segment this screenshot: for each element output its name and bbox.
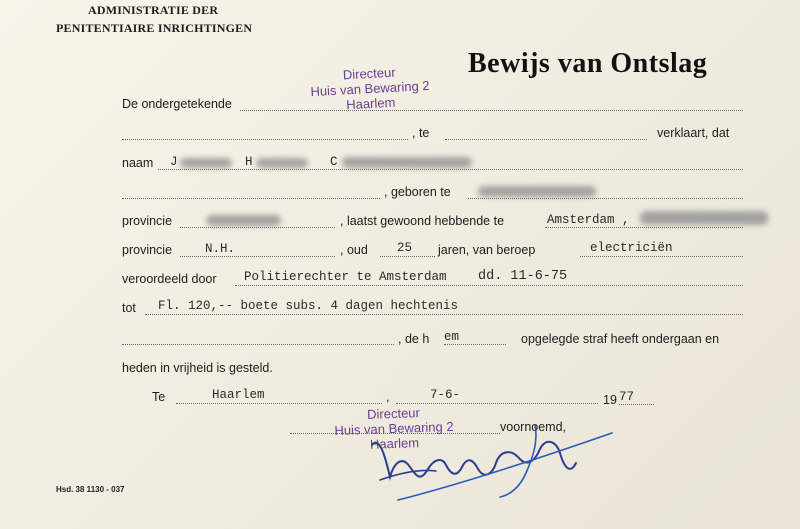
label-heden: heden in vrijheid is gesteld.: [122, 361, 273, 375]
redaction-address: [640, 211, 768, 225]
label-naam: naam: [122, 156, 154, 170]
value-laatst-gewoond: Amsterdam ,: [547, 213, 630, 227]
redaction-naam-3: [342, 157, 472, 168]
director-stamp-top: [289, 62, 451, 115]
label-year-prefix: 19: [603, 393, 617, 407]
value-place: Haarlem: [212, 388, 265, 402]
field-line-place: [176, 403, 382, 404]
redaction-naam-2: [256, 158, 308, 168]
document-title: Bewijs van Ontslag: [468, 48, 708, 79]
stamp-bottom-line-3: Haarlem: [369, 435, 420, 452]
handwritten-signature: [350, 405, 630, 515]
form-code: Hsd. 38 1130 - 037: [56, 485, 125, 494]
field-line-oud: [380, 256, 435, 257]
field-line-geboren: [468, 198, 743, 199]
label-opgelegde: opgelegde straf heeft ondergaan en: [521, 332, 720, 346]
field-line-name-start: [122, 139, 408, 140]
stamp-top-line-1: Directeur: [342, 64, 396, 83]
value-year: 77: [619, 390, 635, 404]
value-beroep: electriciën: [590, 241, 673, 255]
stamp-top-line-2: Huis van Bewaring 2: [310, 77, 430, 100]
label-voornoemd: voornoemd,: [500, 420, 567, 434]
label-provincie: provincie: [122, 214, 173, 228]
label-comma-date: ,: [386, 390, 390, 404]
value-sentence: Fl. 120,-- boete subs. 4 dagen hechtenis: [158, 299, 459, 313]
field-line-beroep: [580, 256, 743, 257]
stamp-bottom-line-2: Huis van Bewaring 2: [334, 418, 454, 439]
stamp-bottom-line-1: Directeur: [366, 405, 421, 422]
field-line-undersigned: [240, 110, 743, 111]
header-line-1: ADMINISTRATIE DER: [88, 3, 219, 17]
field-line-naam: [158, 169, 743, 170]
redaction-birthplace: [478, 186, 596, 197]
redaction-provincie: [206, 215, 281, 226]
field-line-laatst: [545, 227, 743, 228]
naam-initial-1: J: [170, 155, 178, 169]
naam-initial-3: C: [330, 155, 338, 169]
label-geboren: , geboren te: [384, 185, 451, 199]
field-line-provincie-2: [180, 256, 335, 257]
field-line-te: [445, 139, 647, 140]
stamp-top-line-3: Haarlem: [345, 94, 396, 113]
field-line-veroordeeld: [235, 285, 743, 286]
label-de-h: , de h: [398, 332, 430, 346]
label-laatst-gewoond: , laatst gewoond hebbende te: [340, 214, 505, 228]
redaction-naam-1: [180, 158, 232, 168]
field-line-provincie: [180, 227, 335, 228]
value-veroordeeld: Politierechter te Amsterdam: [244, 270, 447, 284]
value-de-em: em: [444, 330, 460, 344]
label-verklaart: verklaart, dat: [657, 126, 730, 140]
value-date: 7-6-: [430, 388, 461, 402]
label-veroordeeld: veroordeeld door: [122, 272, 217, 286]
label-undersigned: De ondergetekende: [122, 97, 232, 111]
field-line-birth-left: [122, 198, 380, 199]
label-oud: , oud: [340, 243, 368, 257]
field-line-de-left: [122, 344, 394, 345]
header-line-2: PENITENTIAIRE INRICHTINGEN: [56, 21, 253, 35]
label-provincie-2: provincie: [122, 243, 173, 257]
label-jaren-beroep: jaren, van beroep: [438, 243, 536, 257]
field-line-de: [444, 344, 506, 345]
field-line-tot: [145, 314, 743, 315]
naam-initial-2: H: [245, 155, 253, 169]
label-tot: tot: [122, 301, 136, 315]
value-oud: 25: [397, 241, 413, 255]
label-te: , te: [412, 126, 430, 140]
label-te-place: Te: [152, 390, 166, 404]
value-veroordeeld-date: dd. 11-6-75: [478, 269, 568, 284]
value-provincie-2: N.H.: [205, 242, 236, 256]
